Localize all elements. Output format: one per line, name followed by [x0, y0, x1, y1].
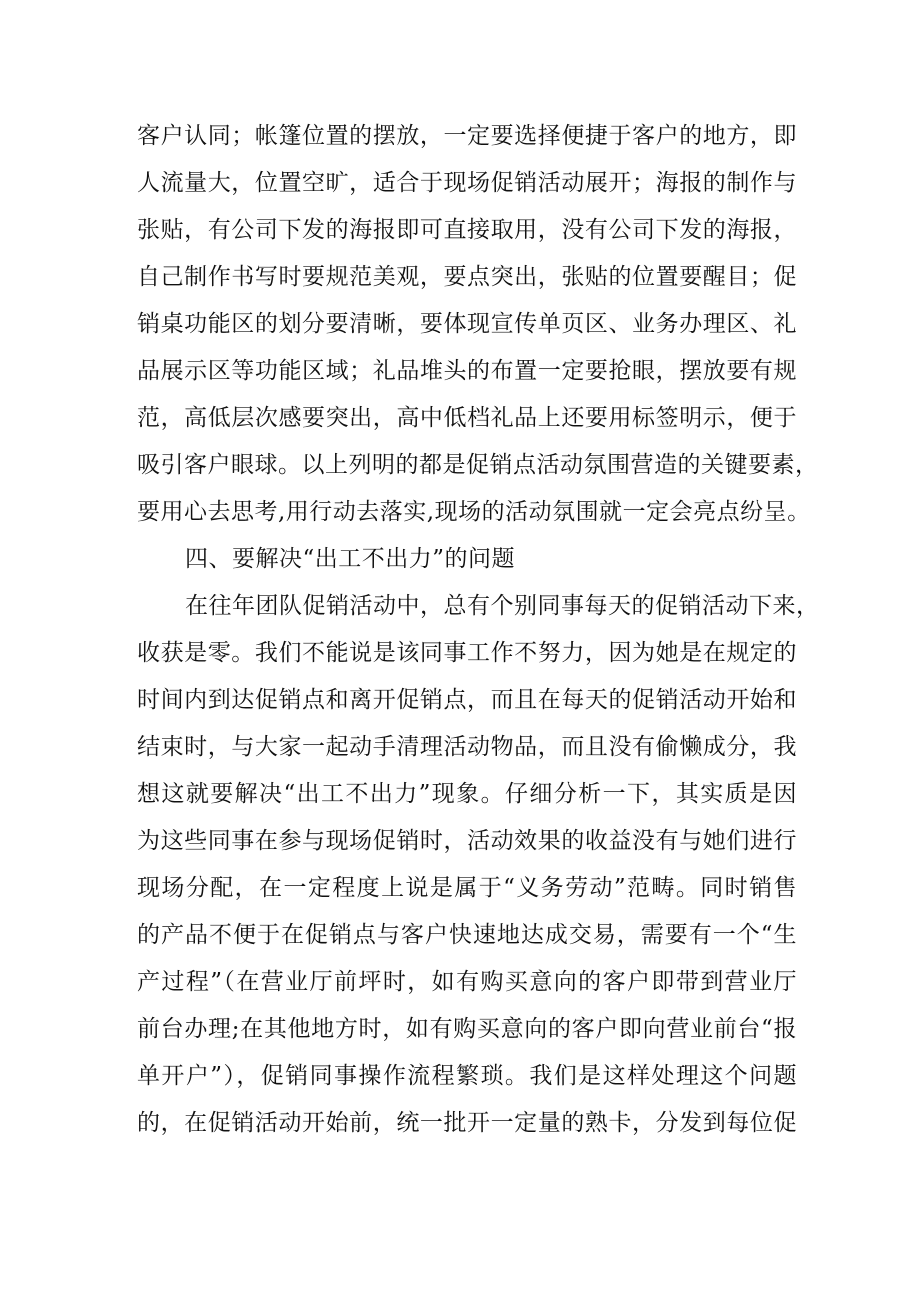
text-line: 在往年团队促销活动中，总有个别同事每天的促销活动下来，	[185, 593, 820, 619]
text-line: 结束时，与大家一起动手清理活动物品，而且没有偷懒成分，我	[137, 734, 797, 760]
text-line: 产过程”（在营业厅前坪时，如有购买意向的客户即带到营业厅	[137, 969, 797, 995]
text-line: 的产品不便于在促销点与客户快速地达成交易，需要有一个“生	[137, 922, 797, 948]
text-line: 要用心去思考,用行动去落实,现场的活动氛围就一定会亮点纷呈。	[137, 499, 811, 525]
text-line: 为这些同事在参与现场促销时，活动效果的收益没有与她们进行	[137, 828, 797, 854]
text-line: 吸引客户眼球。以上列明的都是促销点活动氛围营造的关键要素，	[137, 452, 819, 478]
text-line: 客户认同；帐篷位置的摆放，一定要选择便捷于客户的地方，即	[137, 123, 797, 149]
section-heading: 四、要解决“出工不出力”的问题	[185, 546, 516, 572]
text-line: 张贴，有公司下发的海报即可直接取用，没有公司下发的海报，	[137, 217, 797, 243]
text-line: 人流量大，位置空旷，适合于现场促销活动展开；海报的制作与	[137, 170, 797, 196]
document-body	[137, 113, 820, 1147]
text-line: 品展示区等功能区域；礼品堆头的布置一定要抢眼，摆放要有规	[137, 358, 797, 384]
text-line: 自己制作书写时要规范美观，要点突出，张贴的位置要醒目；促	[137, 264, 797, 290]
text-line: 单开户”），促销同事操作流程繁琐。我们是这样处理这个问题	[137, 1063, 797, 1089]
text-line: 销桌功能区的划分要清晰，要体现宣传单页区、业务办理区、礼	[137, 311, 797, 337]
text-line: 的，在促销活动开始前，统一批开一定量的熟卡，分发到每位促	[137, 1110, 797, 1136]
text-line: 想这就要解决“出工不出力”现象。仔细分析一下，其实质是因	[137, 781, 797, 807]
text-line: 前台办理;在其他地方时，如有购买意向的客户即向营业前台“报	[137, 1016, 797, 1042]
text-line: 范，高低层次感要突出，高中低档礼品上还要用标签明示，便于	[137, 405, 797, 431]
text-line: 收获是零。我们不能说是该同事工作不努力，因为她是在规定的	[137, 640, 797, 666]
text-line: 现场分配，在一定程度上说是属于“义务劳动”范畴。同时销售	[137, 875, 797, 901]
text-line: 时间内到达促销点和离开促销点，而且在每天的促销活动开始和	[137, 687, 797, 713]
